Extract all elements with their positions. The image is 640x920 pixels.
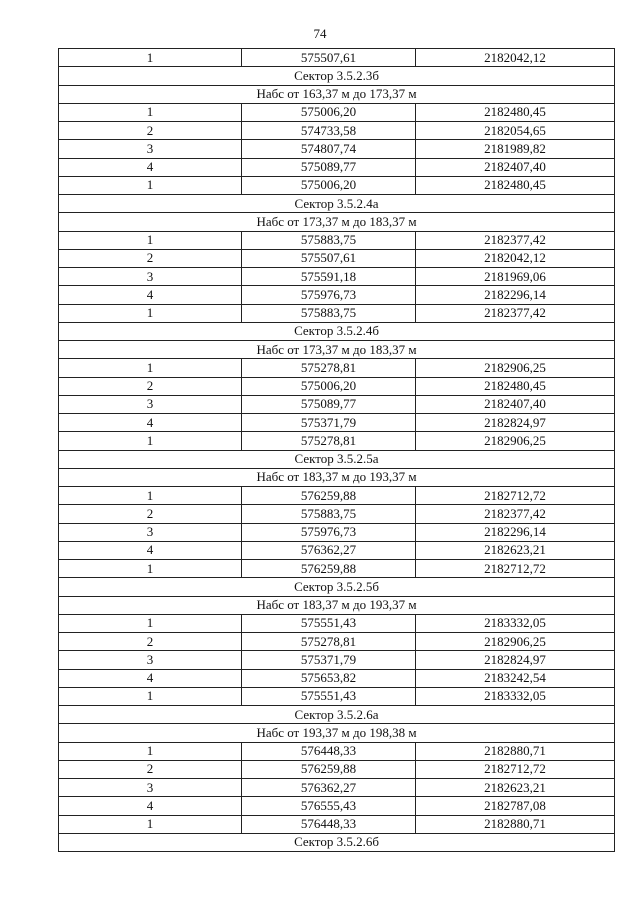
- x-coordinate-cell: 575006,20: [242, 103, 416, 121]
- x-coordinate-cell: 576259,88: [242, 560, 416, 578]
- table-row: [59, 432, 615, 450]
- x-coordinate-cell: 575371,79: [242, 651, 416, 669]
- y-coordinate-cell: 2182042,12: [416, 49, 615, 67]
- y-coordinate-cell: 2182377,42: [416, 304, 615, 322]
- y-coordinate-cell: 2182906,25: [416, 432, 615, 450]
- table-row: [59, 687, 615, 705]
- y-coordinate-cell: 2183242,54: [416, 669, 615, 687]
- y-coordinate-cell: 2181989,82: [416, 140, 615, 158]
- section-header-cell: Набс от 163,37 м до 173,37 м: [59, 85, 615, 103]
- point-number-cell: 1: [59, 742, 242, 760]
- point-number-cell: 1: [59, 687, 242, 705]
- y-coordinate-cell: 2183332,05: [416, 687, 615, 705]
- point-number-cell: 2: [59, 633, 242, 651]
- table-row: [59, 560, 615, 578]
- x-coordinate-cell: 576362,27: [242, 779, 416, 797]
- x-coordinate-cell: 576259,88: [242, 487, 416, 505]
- y-coordinate-cell: 2182712,72: [416, 487, 615, 505]
- coordinates-table: [58, 48, 615, 852]
- table-row: [59, 286, 615, 304]
- x-coordinate-cell: 575006,20: [242, 176, 416, 194]
- y-coordinate-cell: 2182906,25: [416, 633, 615, 651]
- table-row: [59, 140, 615, 158]
- table-row: [59, 414, 615, 432]
- x-coordinate-cell: 575006,20: [242, 377, 416, 395]
- section-header-row: [59, 596, 615, 614]
- table-row: [59, 633, 615, 651]
- coordinates-table-body: [59, 49, 615, 852]
- x-coordinate-cell: 575278,81: [242, 432, 416, 450]
- section-header-row: [59, 213, 615, 231]
- point-number-cell: 1: [59, 614, 242, 632]
- y-coordinate-cell: 2182296,14: [416, 523, 615, 541]
- y-coordinate-cell: 2182824,97: [416, 651, 615, 669]
- point-number-cell: 2: [59, 760, 242, 778]
- y-coordinate-cell: 2182377,42: [416, 231, 615, 249]
- x-coordinate-cell: 575507,61: [242, 49, 416, 67]
- table-row: [59, 487, 615, 505]
- x-coordinate-cell: 576448,33: [242, 815, 416, 833]
- y-coordinate-cell: 2182787,08: [416, 797, 615, 815]
- point-number-cell: 2: [59, 505, 242, 523]
- x-coordinate-cell: 576448,33: [242, 742, 416, 760]
- y-coordinate-cell: 2182480,45: [416, 176, 615, 194]
- y-coordinate-cell: 2182042,12: [416, 249, 615, 267]
- point-number-cell: 1: [59, 103, 242, 121]
- section-header-cell: Сектор 3.5.2.4а: [59, 195, 615, 213]
- point-number-cell: 1: [59, 487, 242, 505]
- x-coordinate-cell: 575883,75: [242, 304, 416, 322]
- section-header-cell: Сектор 3.5.2.3б: [59, 67, 615, 85]
- y-coordinate-cell: 2183332,05: [416, 614, 615, 632]
- section-header-cell: Сектор 3.5.2.4б: [59, 322, 615, 340]
- point-number-cell: 3: [59, 779, 242, 797]
- section-header-row: [59, 724, 615, 742]
- point-number-cell: 4: [59, 286, 242, 304]
- section-header-row: [59, 450, 615, 468]
- section-header-row: [59, 706, 615, 724]
- y-coordinate-cell: 2182407,40: [416, 395, 615, 413]
- x-coordinate-cell: 575976,73: [242, 286, 416, 304]
- point-number-cell: 4: [59, 414, 242, 432]
- section-header-cell: Сектор 3.5.2.6а: [59, 706, 615, 724]
- x-coordinate-cell: 575883,75: [242, 231, 416, 249]
- point-number-cell: 3: [59, 140, 242, 158]
- y-coordinate-cell: 2182623,21: [416, 779, 615, 797]
- x-coordinate-cell: 575591,18: [242, 268, 416, 286]
- x-coordinate-cell: 575278,81: [242, 633, 416, 651]
- point-number-cell: 2: [59, 249, 242, 267]
- x-coordinate-cell: 574807,74: [242, 140, 416, 158]
- section-header-cell: Набс от 173,37 м до 183,37 м: [59, 213, 615, 231]
- table-row: [59, 158, 615, 176]
- point-number-cell: 3: [59, 523, 242, 541]
- table-row: [59, 49, 615, 67]
- section-header-cell: Набс от 183,37 м до 193,37 м: [59, 596, 615, 614]
- x-coordinate-cell: 575089,77: [242, 158, 416, 176]
- table-row: [59, 304, 615, 322]
- table-row: [59, 249, 615, 267]
- section-header-row: [59, 322, 615, 340]
- point-number-cell: 2: [59, 377, 242, 395]
- section-header-row: [59, 468, 615, 486]
- section-header-row: [59, 67, 615, 85]
- y-coordinate-cell: 2182480,45: [416, 103, 615, 121]
- section-header-cell: Сектор 3.5.2.6б: [59, 833, 615, 851]
- table-row: [59, 176, 615, 194]
- point-number-cell: 1: [59, 432, 242, 450]
- point-number-cell: 1: [59, 176, 242, 194]
- y-coordinate-cell: 2182880,71: [416, 742, 615, 760]
- section-header-row: [59, 341, 615, 359]
- page-number: 74: [313, 26, 327, 41]
- point-number-cell: 1: [59, 304, 242, 322]
- point-number-cell: 3: [59, 395, 242, 413]
- table-row: [59, 779, 615, 797]
- table-row: [59, 395, 615, 413]
- x-coordinate-cell: 575507,61: [242, 249, 416, 267]
- y-coordinate-cell: 2182296,14: [416, 286, 615, 304]
- table-row: [59, 359, 615, 377]
- section-header-cell: Сектор 3.5.2.5а: [59, 450, 615, 468]
- point-number-cell: 4: [59, 797, 242, 815]
- x-coordinate-cell: 574733,58: [242, 122, 416, 140]
- table-row: [59, 651, 615, 669]
- table-row: [59, 268, 615, 286]
- y-coordinate-cell: 2181969,06: [416, 268, 615, 286]
- y-coordinate-cell: 2182377,42: [416, 505, 615, 523]
- x-coordinate-cell: 575089,77: [242, 395, 416, 413]
- y-coordinate-cell: 2182880,71: [416, 815, 615, 833]
- table-row: [59, 541, 615, 559]
- y-coordinate-cell: 2182623,21: [416, 541, 615, 559]
- table-row: [59, 815, 615, 833]
- y-coordinate-cell: 2182712,72: [416, 760, 615, 778]
- x-coordinate-cell: 576555,43: [242, 797, 416, 815]
- section-header-cell: Набс от 173,37 м до 183,37 м: [59, 341, 615, 359]
- table-row: [59, 231, 615, 249]
- x-coordinate-cell: 575371,79: [242, 414, 416, 432]
- table-row: [59, 122, 615, 140]
- x-coordinate-cell: 576362,27: [242, 541, 416, 559]
- section-header-row: [59, 195, 615, 213]
- section-header-cell: Набс от 193,37 м до 198,38 м: [59, 724, 615, 742]
- table-row: [59, 797, 615, 815]
- table-row: [59, 760, 615, 778]
- y-coordinate-cell: 2182480,45: [416, 377, 615, 395]
- point-number-cell: 4: [59, 158, 242, 176]
- section-header-cell: Набс от 183,37 м до 193,37 м: [59, 468, 615, 486]
- x-coordinate-cell: 575278,81: [242, 359, 416, 377]
- table-row: [59, 523, 615, 541]
- x-coordinate-cell: 575976,73: [242, 523, 416, 541]
- point-number-cell: 1: [59, 815, 242, 833]
- point-number-cell: 3: [59, 268, 242, 286]
- point-number-cell: 1: [59, 560, 242, 578]
- x-coordinate-cell: 575883,75: [242, 505, 416, 523]
- section-header-row: [59, 833, 615, 851]
- table-row: [59, 505, 615, 523]
- point-number-cell: 2: [59, 122, 242, 140]
- point-number-cell: 4: [59, 541, 242, 559]
- point-number-cell: 1: [59, 231, 242, 249]
- point-number-cell: 1: [59, 359, 242, 377]
- table-row: [59, 742, 615, 760]
- section-header-row: [59, 85, 615, 103]
- table-row: [59, 669, 615, 687]
- point-number-cell: 3: [59, 651, 242, 669]
- y-coordinate-cell: 2182906,25: [416, 359, 615, 377]
- table-row: [59, 103, 615, 121]
- point-number-cell: 1: [59, 49, 242, 67]
- section-header-cell: Сектор 3.5.2.5б: [59, 578, 615, 596]
- y-coordinate-cell: 2182712,72: [416, 560, 615, 578]
- point-number-cell: 4: [59, 669, 242, 687]
- x-coordinate-cell: 575653,82: [242, 669, 416, 687]
- section-header-row: [59, 578, 615, 596]
- table-row: [59, 377, 615, 395]
- x-coordinate-cell: 576259,88: [242, 760, 416, 778]
- x-coordinate-cell: 575551,43: [242, 614, 416, 632]
- y-coordinate-cell: 2182054,65: [416, 122, 615, 140]
- table-row: [59, 614, 615, 632]
- x-coordinate-cell: 575551,43: [242, 687, 416, 705]
- y-coordinate-cell: 2182824,97: [416, 414, 615, 432]
- y-coordinate-cell: 2182407,40: [416, 158, 615, 176]
